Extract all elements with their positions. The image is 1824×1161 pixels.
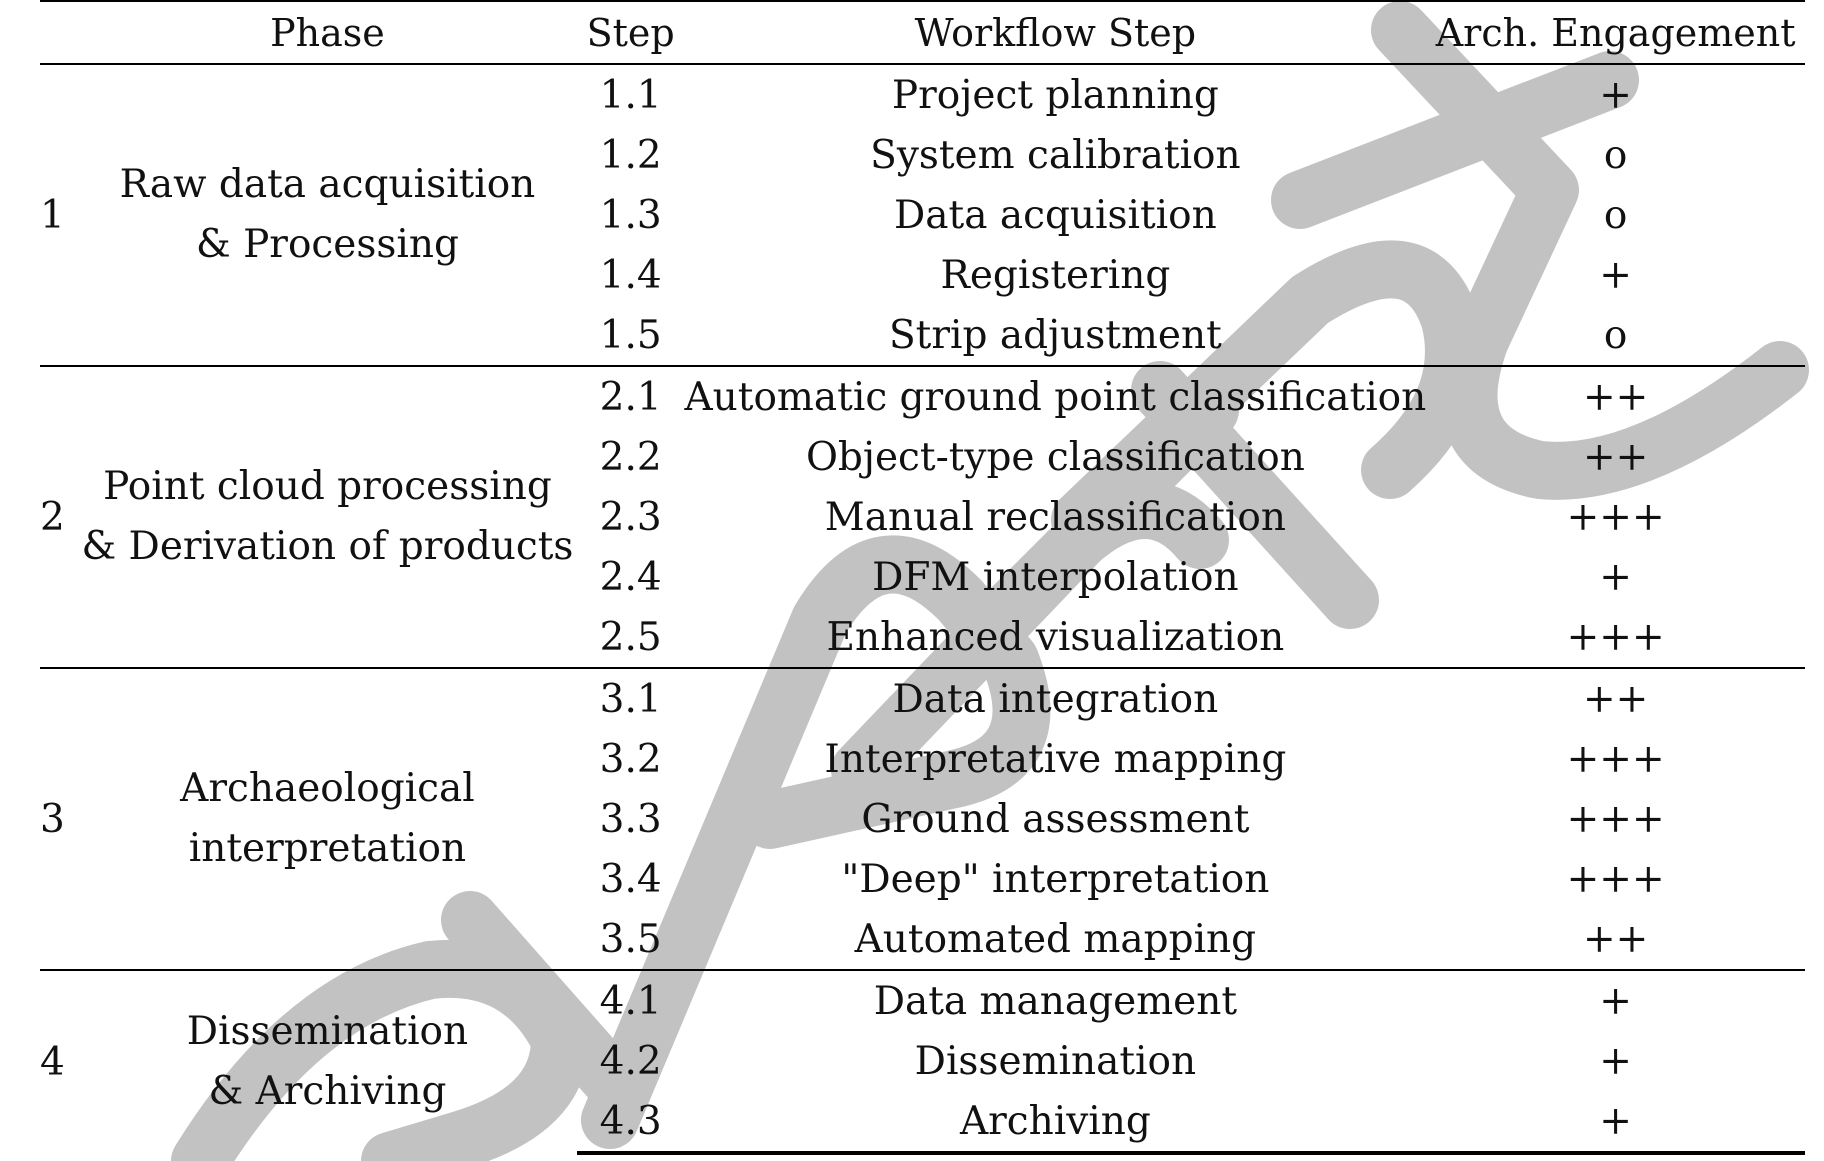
workflow-step: Object-type classification — [805, 434, 1305, 480]
step-number: 2.5 — [599, 614, 662, 660]
arch-engagement: + — [1599, 1038, 1632, 1084]
step-number: 2.3 — [599, 494, 662, 540]
arch-engagement: +++ — [1566, 494, 1665, 540]
header-arch-engagement: Arch. Engagement — [1435, 10, 1796, 55]
workflow-step: Data management — [685, 970, 1427, 1031]
phase-name-line1: Point cloud processing — [103, 464, 552, 509]
phase-number: 4 — [40, 970, 78, 1153]
header-workflow-step: Workflow Step — [914, 10, 1197, 55]
arch-engagement: + — [1599, 252, 1632, 298]
arch-engagement: o — [1603, 192, 1628, 238]
arch-engagement: ++ — [1582, 434, 1649, 480]
arch-engagement: o — [1603, 132, 1628, 178]
phase-number: 3 — [40, 668, 78, 970]
step-number: 4.3 — [577, 1091, 685, 1153]
arch-engagement: + — [1599, 554, 1632, 600]
step-number: 3.5 — [599, 916, 662, 962]
arch-engagement: o — [1603, 312, 1628, 358]
header-phase-number — [40, 1, 78, 64]
arch-engagement: +++ — [1566, 796, 1665, 842]
step-number: 1.4 — [599, 252, 662, 298]
phase-number: 1 — [40, 192, 65, 238]
phase-name — [78, 64, 577, 366]
phase-name — [78, 668, 577, 970]
workflow-step: Strip adjustment — [888, 312, 1222, 358]
workflow-step: Automated mapping — [854, 916, 1257, 962]
table-row — [40, 64, 1805, 125]
workflow-step: Manual reclassification — [824, 494, 1286, 540]
arch-engagement: +++ — [1566, 856, 1665, 902]
arch-engagement: ++ — [1426, 668, 1805, 729]
step-number: 1.2 — [599, 132, 662, 178]
workflow-step: Project planning — [891, 72, 1219, 118]
arch-engagement: +++ — [1566, 614, 1665, 660]
phase-name-line2: & Derivation of products — [81, 524, 574, 569]
phase-name-line1: Dissemination — [186, 1009, 469, 1054]
arch-engagement: + — [1426, 970, 1805, 1031]
workflow-step: Enhanced visualization — [826, 614, 1285, 660]
header-phase: Phase — [270, 10, 385, 55]
workflow-step: "Deep" interpretation — [841, 856, 1270, 902]
table-header-row — [40, 1, 1805, 64]
arch-engagement: +++ — [1566, 736, 1665, 782]
arch-engagement: + — [1426, 1091, 1805, 1153]
phase-name-line2: & Processing — [195, 222, 459, 267]
step-number: 3.2 — [599, 736, 662, 782]
table-row — [40, 970, 1805, 1031]
step-number: 2.1 — [577, 366, 685, 427]
header-step: Step — [586, 10, 675, 55]
workflow-step: DFM interpolation — [872, 554, 1239, 600]
table-row — [40, 668, 1805, 729]
step-number: 4.1 — [577, 970, 685, 1031]
phase-name — [78, 970, 577, 1153]
table-row — [40, 366, 1805, 427]
workflow-step: Interpretative mapping — [824, 736, 1287, 782]
workflow-step: Data acquisition — [894, 192, 1217, 238]
workflow-step: Registering — [940, 252, 1171, 298]
phase-name-line2: interpretation — [188, 826, 467, 871]
step-number: 3.4 — [599, 856, 662, 902]
step-number: 1.5 — [599, 312, 662, 358]
workflow-step: Archiving — [685, 1091, 1427, 1153]
phase-number: 2 — [40, 366, 78, 668]
step-number: 4.2 — [599, 1038, 662, 1084]
step-number: 3.3 — [599, 796, 662, 842]
arch-engagement: + — [1599, 72, 1632, 118]
workflow-step: Automatic ground point classification — [685, 366, 1427, 427]
step-number: 2.2 — [599, 434, 662, 480]
step-number: 3.1 — [577, 668, 685, 729]
phase-name-line1: Archaeological — [180, 766, 475, 811]
step-number: 1.3 — [599, 192, 662, 238]
phase-name-line1: Raw data acquisition — [119, 162, 536, 207]
workflow-table — [40, 0, 1805, 1155]
workflow-step: System calibration — [870, 132, 1241, 178]
workflow-step: Ground assessment — [861, 796, 1250, 842]
phase-name — [78, 366, 577, 668]
phase-name-line2: & Archiving — [208, 1069, 447, 1114]
step-number: 2.4 — [599, 554, 662, 600]
step-number: 1.1 — [599, 72, 662, 118]
workflow-step: Dissemination — [914, 1038, 1197, 1084]
workflow-step: Data integration — [685, 668, 1427, 729]
arch-engagement: ++ — [1582, 916, 1649, 962]
arch-engagement: ++ — [1426, 366, 1805, 427]
